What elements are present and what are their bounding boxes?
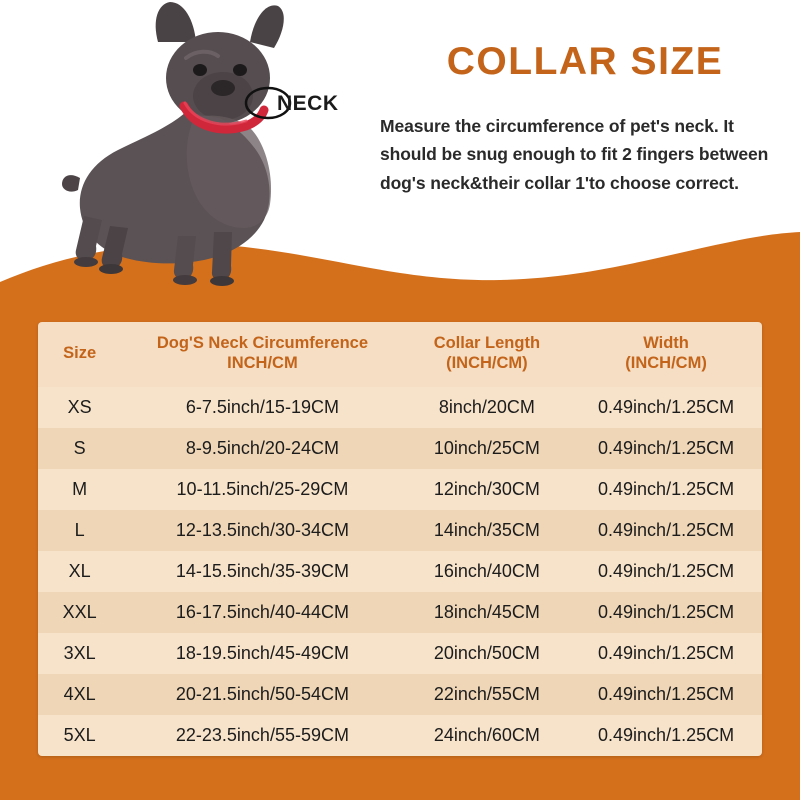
cell-neck: 14-15.5inch/35-39CM [121,551,403,592]
cell-length: 12inch/30CM [404,469,571,510]
table-row [38,715,762,756]
header-sub-neck: INCH/CM [227,353,298,372]
header-cell-width [570,322,762,387]
table-row [38,428,762,469]
cell-length: 20inch/50CM [404,633,571,674]
table-row [38,674,762,715]
cell-neck: 6-7.5inch/15-19CM [121,387,403,428]
cell-size: M [38,469,121,510]
cell-width: 0.49inch/1.25CM [570,633,762,674]
cell-width: 0.49inch/1.25CM [570,715,762,756]
cell-size: 5XL [38,715,121,756]
dog-photo [18,0,358,290]
cell-width: 0.49inch/1.25CM [570,674,762,715]
cell-neck: 20-21.5inch/50-54CM [121,674,403,715]
cell-width: 0.49inch/1.25CM [570,387,762,428]
header-label-size: Size [63,343,97,362]
cell-size: 4XL [38,674,121,715]
header-cell-neck [121,322,403,387]
cell-length: 8inch/20CM [404,387,571,428]
cell-width: 0.49inch/1.25CM [570,428,762,469]
header-label-width: Width [643,334,689,352]
header-label-length: Collar Length [433,334,541,352]
cell-size: XXL [38,592,121,633]
table-row [38,510,762,551]
cell-neck: 22-23.5inch/55-59CM [121,715,403,756]
cell-neck: 18-19.5inch/45-49CM [121,633,403,674]
table-row [38,387,762,428]
cell-length: 24inch/60CM [404,715,571,756]
cell-width: 0.49inch/1.25CM [570,510,762,551]
header-label-neck: Dog'S Neck Circumference [156,334,369,352]
table-row [38,551,762,592]
cell-size: XL [38,551,121,592]
neck-callout-label: NECK [277,92,339,115]
cell-width: 0.49inch/1.25CM [570,592,762,633]
cell-length: 10inch/25CM [404,428,571,469]
cell-size: L [38,510,121,551]
cell-neck: 16-17.5inch/40-44CM [121,592,403,633]
header-sub-width: (INCH/CM) [625,353,707,372]
cell-length: 18inch/45CM [404,592,571,633]
cell-size: S [38,428,121,469]
cell-neck: 12-13.5inch/30-34CM [121,510,403,551]
header-cell-size [38,322,121,387]
cell-length: 16inch/40CM [404,551,571,592]
cell-neck: 8-9.5inch/20-24CM [121,428,403,469]
header-cell-length [404,322,571,387]
page-title: COLLAR SIZE [446,40,724,83]
cell-length: 14inch/35CM [404,510,571,551]
table-row [38,469,762,510]
cell-width: 0.49inch/1.25CM [570,469,762,510]
hero-section [0,0,800,275]
table-row [38,633,762,674]
table-row [38,592,762,633]
cell-size: 3XL [38,633,121,674]
table-body [38,387,762,756]
cell-length: 22inch/55CM [404,674,571,715]
table-header-row [38,322,762,387]
table-header [38,322,762,387]
cell-size: XS [38,387,121,428]
cell-neck: 10-11.5inch/25-29CM [121,469,403,510]
intro-text: Measure the circumference of pet's neck. It should be snug enough to fit 2 fingers between dog's neck&their collar 1'to choose correct. [380,116,769,193]
header-sub-length: (INCH/CM) [446,353,528,372]
size-table [38,322,762,756]
cell-width: 0.49inch/1.25CM [570,551,762,592]
